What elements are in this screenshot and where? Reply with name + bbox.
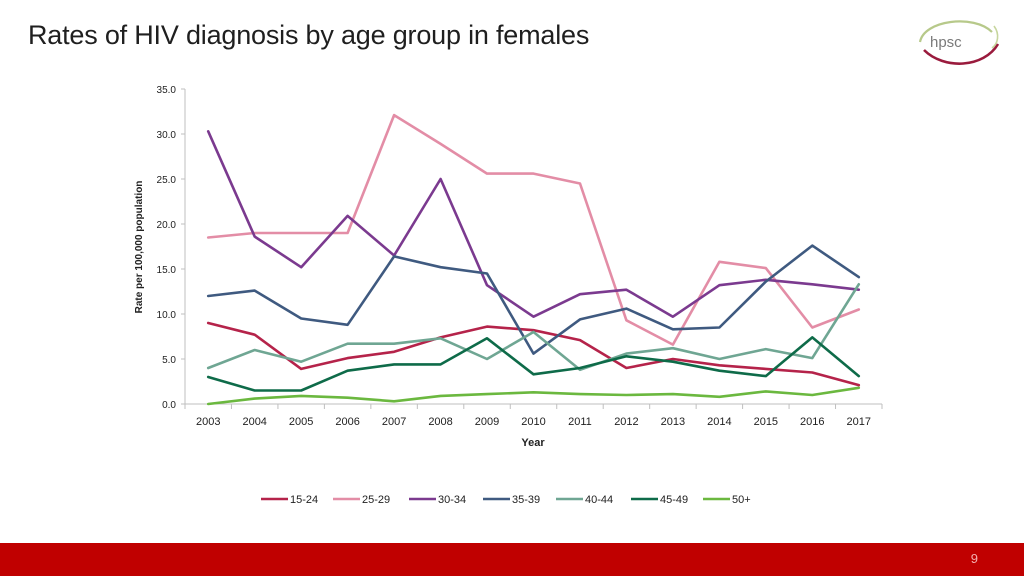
legend-label-40-44: 40-44: [585, 494, 614, 506]
chart-axes: [157, 85, 882, 428]
x-tick-label: 2010: [521, 416, 546, 428]
page-number: 9: [970, 551, 978, 566]
footer-bar: [0, 543, 1024, 576]
legend-label-25-29: 25-29: [362, 494, 391, 506]
logo-text: hpsc: [930, 34, 962, 51]
y-tick-label: 15.0: [156, 265, 176, 276]
chart-series: [208, 115, 859, 404]
x-tick-label: 2013: [660, 416, 686, 428]
y-axis-label: Rate per 100,000 population: [134, 180, 145, 314]
y-tick-label: 5.0: [162, 355, 176, 366]
x-tick-label: 2012: [614, 416, 639, 428]
x-tick-label: 2007: [381, 416, 407, 428]
x-tick-label: 2005: [288, 416, 314, 428]
x-tick-label: 2016: [800, 416, 825, 428]
y-tick-label: 35.0: [156, 85, 176, 96]
slide-title: Rates of HIV diagnosis by age group in females: [28, 20, 590, 50]
x-tick-label: 2008: [428, 416, 453, 428]
y-tick-label: 0.0: [162, 400, 176, 411]
x-tick-label: 2014: [707, 416, 732, 428]
y-tick-label: 10.0: [156, 310, 176, 321]
legend-label-15-24: 15-24: [290, 494, 319, 506]
x-tick-label: 2006: [335, 416, 360, 428]
y-tick-label: 20.0: [156, 220, 176, 231]
series-line-45-49: [208, 337, 859, 390]
series-line-25-29: [208, 115, 859, 345]
legend-label-50+: 50+: [732, 494, 751, 506]
series-line-50+: [208, 388, 859, 404]
x-axis-label: Year: [521, 437, 545, 449]
y-tick-label: 25.0: [156, 175, 176, 186]
chart-legend: [261, 494, 751, 506]
x-tick-label: 2003: [195, 416, 221, 428]
x-tick-label: 2004: [242, 416, 267, 428]
x-tick-label: 2017: [846, 416, 872, 428]
legend-label-35-39: 35-39: [512, 494, 541, 506]
series-line-30-34: [208, 131, 859, 316]
legend-label-45-49: 45-49: [660, 494, 689, 506]
series-line-40-44: [208, 284, 859, 370]
y-tick-label: 30.0: [156, 130, 176, 141]
x-tick-label: 2009: [474, 416, 500, 428]
legend-label-30-34: 30-34: [438, 494, 467, 506]
x-tick-label: 2015: [753, 416, 779, 428]
x-tick-label: 2011: [568, 416, 592, 428]
